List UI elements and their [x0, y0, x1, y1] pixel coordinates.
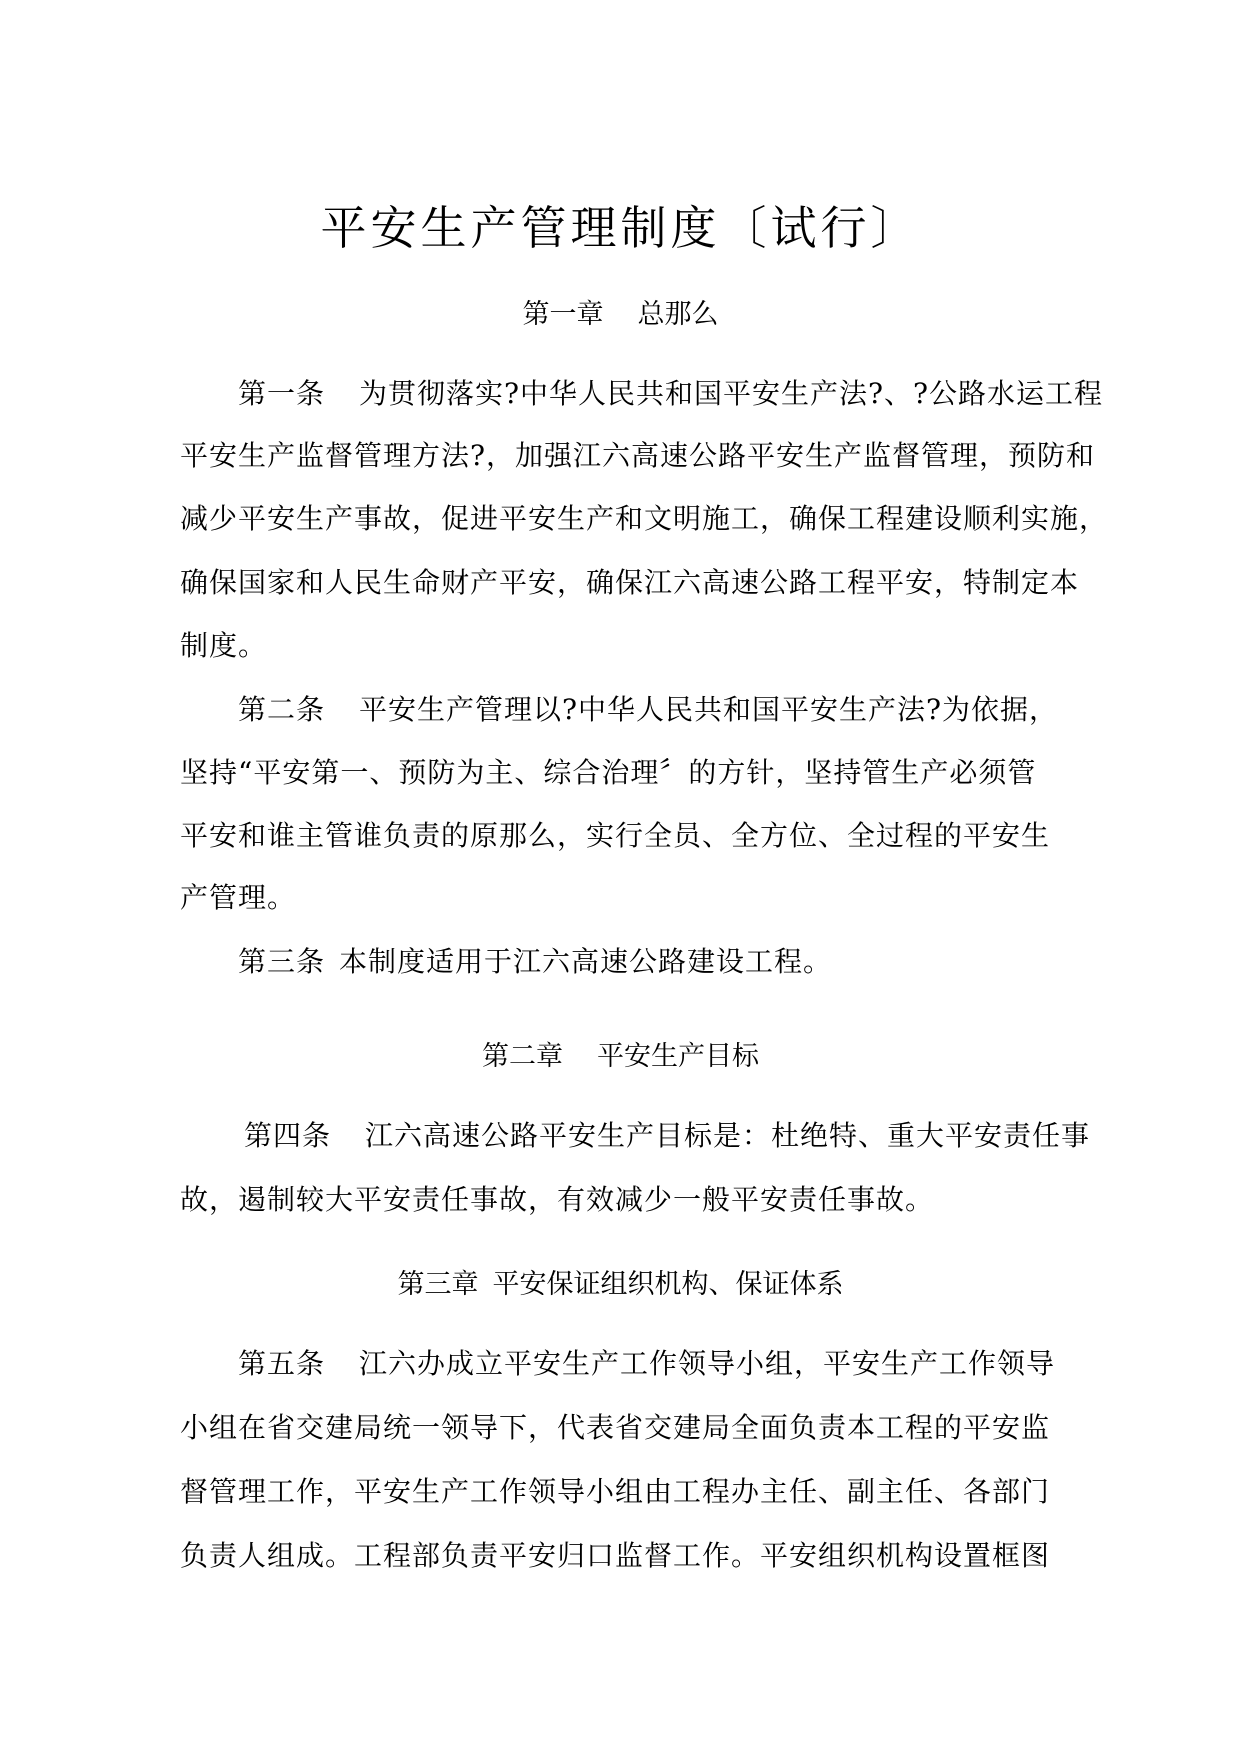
chapter-heading-1: [0, 292, 1241, 331]
article-2-line-4: 产管理。: [180, 881, 297, 914]
article-label: 第二条: [238, 693, 326, 726]
article-2-line-3: 平安和谁主管谁负责的原那么，实行全员、全方位、全过程的平安生: [180, 819, 1051, 852]
article-label: 第三条: [238, 945, 326, 978]
article-5-line-4: 负责人组成。工程部负责平安归口监督工作。平安组织机构设置框图: [180, 1539, 1051, 1572]
article-4-line-2: 故，遏制较大平安责任事故，有效减少一般平安责任事故。: [180, 1183, 935, 1216]
article-1-line-5: 制度。: [180, 629, 268, 662]
article-5-line-3: 督管理工作，平安生产工作领导小组由工程办主任、副主任、各部门: [180, 1475, 1051, 1508]
chapter-heading-3: [0, 1262, 1241, 1301]
document-title: 平安生产管理制度〔试行〕: [320, 201, 921, 255]
chapter-name: 总那么: [637, 299, 719, 330]
article-3-line-1: 第三条 本制度适用于江六高速公路建设工程。: [238, 945, 833, 978]
article-5-line-1: 第五条 江六办成立平安生产工作领导小组，平安生产工作领导: [238, 1347, 1056, 1380]
article-label: 第四条: [244, 1119, 332, 1152]
article-5-line-2: 小组在省交建局统一领导下，代表省交建局全面负责本工程的平安监: [180, 1411, 1051, 1444]
article-1-line-1: 第一条 为贯彻落实?中华人民共和国平安生产法?、?公路水运工程: [238, 377, 1104, 410]
article-label: 第一条: [238, 377, 326, 410]
article-2-line-2: 坚持“平安第一、预防为主、综合治理〞的方针，坚持管生产必须管: [180, 756, 1037, 789]
chapter-label: 第一章: [522, 299, 604, 330]
article-1-line-4: 确保国家和人民生命财产平安，确保江六高速公路工程平安，特制定本: [180, 566, 1080, 599]
article-1-line-2: 平安生产监督管理方法?，加强江六高速公路平安生产监督管理，预防和: [180, 439, 1096, 472]
chapter-name: 平安生产目标: [597, 1041, 759, 1072]
article-4-line-1: 第四条 江六高速公路平安生产目标是：杜绝特、重大平安责任事: [244, 1119, 1091, 1152]
article-2-line-1: 第二条 平安生产管理以?中华人民共和国平安生产法?为依据，: [238, 693, 1059, 726]
article-1-line-3: 减少平安生产事故，促进平安生产和文明施工，确保工程建设顺利实施，: [180, 502, 1109, 535]
article-label: 第五条: [238, 1347, 326, 1380]
chapter-heading-2: [0, 1034, 1241, 1073]
chapter-label: 第二章: [482, 1041, 563, 1072]
chapter-label: 第三章: [397, 1269, 479, 1300]
chapter-name: 平安保证组织机构、保证体系: [492, 1269, 844, 1300]
